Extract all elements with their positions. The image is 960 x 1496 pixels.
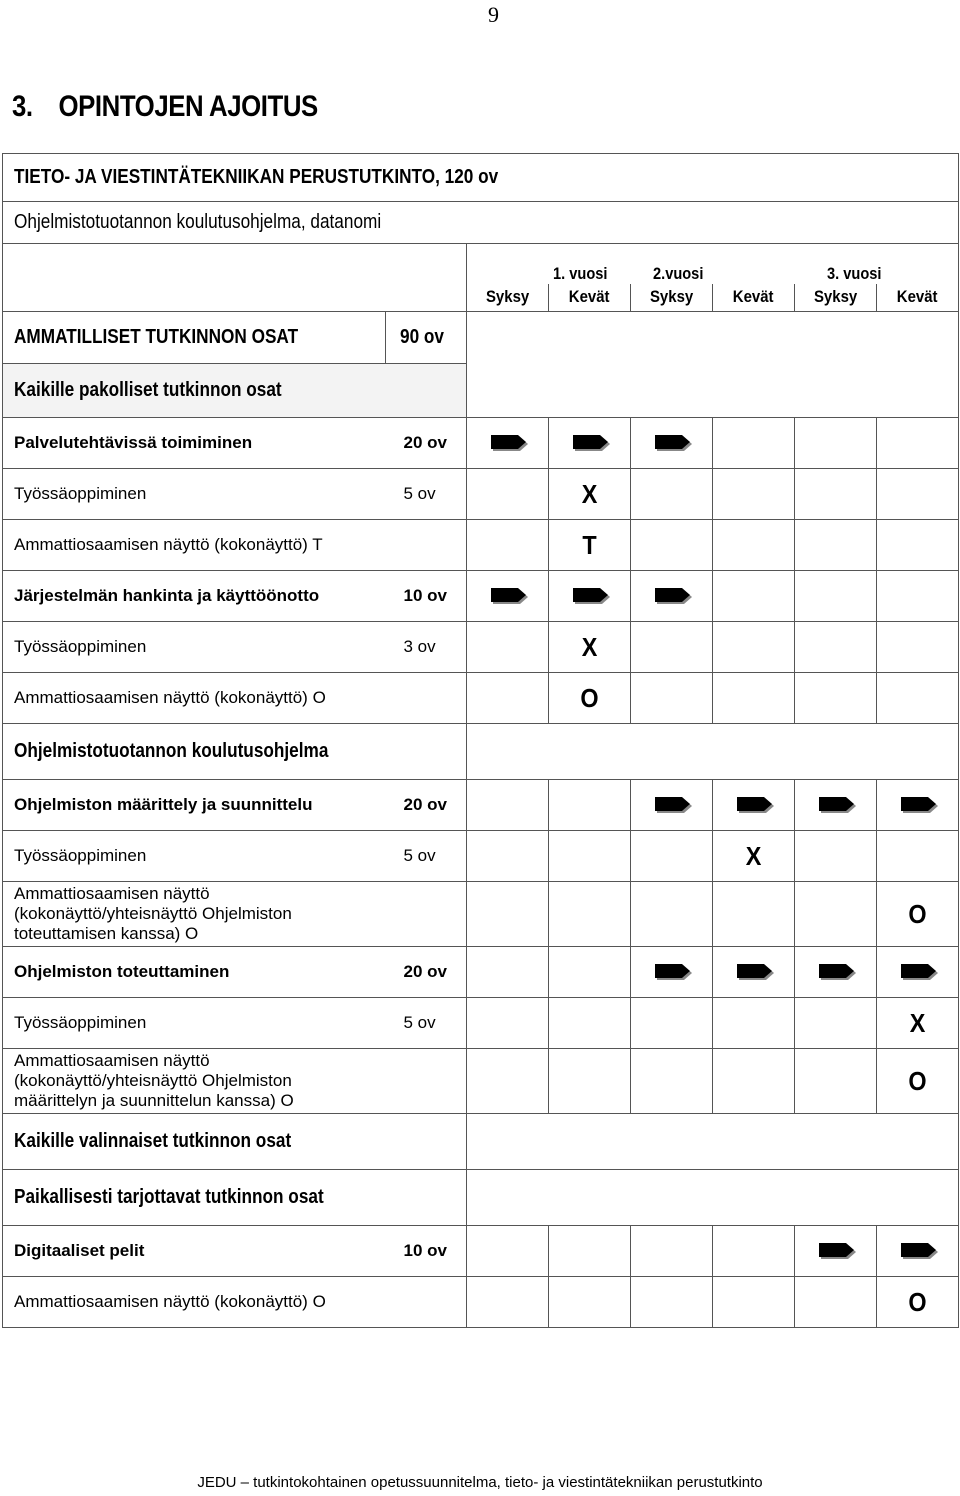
mandatory-section-cell <box>3 364 467 418</box>
schedule-arrow-icon <box>737 796 775 814</box>
schedule-arrow-icon <box>901 796 939 814</box>
semester-cell <box>467 831 549 882</box>
page-number: 9 <box>488 2 499 27</box>
programme-title: Ohjelmistotuotannon koulutusohjelma, datanomi <box>14 211 382 233</box>
semester-4: Kevät <box>713 284 795 312</box>
semester-cell <box>549 1049 631 1114</box>
semester-cell <box>549 1277 631 1328</box>
semester-cell <box>795 520 877 571</box>
vocational-section-label: AMMATILLISET TUTKINNON OSAT <box>14 326 299 348</box>
semester-cell <box>549 947 631 998</box>
row-credits-cell <box>386 882 467 947</box>
row-credits-cell <box>386 1049 467 1114</box>
row-label-cell <box>3 831 386 882</box>
schedule-row <box>3 1049 959 1114</box>
schedule-row <box>3 780 959 831</box>
schedule-row <box>3 1226 959 1277</box>
row-credits-cell <box>386 998 467 1049</box>
semester-cell <box>549 469 631 520</box>
schedule-row <box>3 622 959 673</box>
row-label: Järjestelmän hankinta ja käyttöönotto <box>14 586 320 605</box>
semester-cell <box>549 673 631 724</box>
semester-cell <box>467 1049 549 1114</box>
year-2-cell <box>631 244 795 284</box>
row-label-cell <box>3 1277 386 1328</box>
local-section-row <box>3 1170 959 1226</box>
row-label: Työssäoppiminen <box>14 484 147 503</box>
schedule-row <box>3 571 959 622</box>
semester-cell <box>467 1226 549 1277</box>
schedule-arrow-icon <box>573 587 611 605</box>
semester-cell <box>467 780 549 831</box>
semester-cell <box>713 831 795 882</box>
schedule-mark: O <box>908 898 927 929</box>
schedule-arrow-icon <box>819 796 857 814</box>
semester-cell <box>631 882 713 947</box>
row-label: Ohjelmiston määrittely ja suunnittelu <box>14 795 313 814</box>
row-credits: 5 ov <box>403 846 436 865</box>
semester-cell <box>713 1049 795 1114</box>
row-label-cell <box>3 1226 386 1277</box>
schedule-arrow-icon <box>819 963 857 981</box>
row-label-cell <box>3 947 386 998</box>
semester-cell <box>795 1226 877 1277</box>
semester-cell <box>467 622 549 673</box>
semester-cell <box>795 1277 877 1328</box>
semester-cell <box>877 780 959 831</box>
degree-title-cell <box>3 154 959 202</box>
year-2-label: 2.vuosi <box>652 263 703 283</box>
semester-3: Syksy <box>631 284 713 312</box>
semester-cell <box>467 469 549 520</box>
row-label: Digitaaliset pelit <box>14 1241 145 1260</box>
row-label-cell <box>3 882 386 947</box>
section-heading <box>12 90 318 124</box>
year-1-label: 1. vuosi <box>553 263 608 283</box>
semester-cell <box>631 1226 713 1277</box>
semester-cell <box>795 673 877 724</box>
semester-cell <box>549 882 631 947</box>
row-label-cell <box>3 780 386 831</box>
programme-section-row <box>3 724 959 780</box>
semester-cell <box>877 622 959 673</box>
row-label: Ammattiosaamisen näyttö (kokonäyttö) O <box>14 688 326 707</box>
semester-cell <box>467 882 549 947</box>
year-1-cell <box>467 244 631 284</box>
programme-section-label: Ohjelmistotuotannon koulutusohjelma <box>14 740 329 762</box>
semester-cell <box>631 469 713 520</box>
semester-cell <box>631 673 713 724</box>
row-label: Työssäoppiminen <box>14 1013 147 1032</box>
row-credits-cell <box>386 1226 467 1277</box>
semester-cell <box>713 418 795 469</box>
row-label: Ammattiosaamisen näyttö (kokonäyttö/yhteisnäyttö Ohjelmiston toteuttamisen kanssa) O <box>14 884 292 943</box>
row-credits-cell <box>386 780 467 831</box>
schedule-arrow-icon <box>655 587 693 605</box>
semester-cell <box>631 998 713 1049</box>
optional-section-cell <box>3 1114 467 1170</box>
schedule-row <box>3 831 959 882</box>
row-label-cell <box>3 622 386 673</box>
row-label-cell <box>3 469 386 520</box>
semester-cell <box>467 571 549 622</box>
schedule-arrow-icon <box>491 587 529 605</box>
local-section-blank <box>467 1170 959 1226</box>
year-3-label: 3. vuosi <box>826 263 881 283</box>
row-label: Ohjelmiston toteuttaminen <box>14 962 230 981</box>
semester-cell <box>795 1049 877 1114</box>
row-label-cell <box>3 418 386 469</box>
semester-cell <box>795 469 877 520</box>
row-label: Työssäoppiminen <box>14 846 147 865</box>
schedule-row <box>3 1277 959 1328</box>
semester-cell <box>631 520 713 571</box>
schedule-arrow-icon <box>901 963 939 981</box>
semester-cell <box>795 998 877 1049</box>
row-credits: 5 ov <box>403 484 436 503</box>
semester-2: Kevät <box>549 284 631 312</box>
page-footer: JEDU – tutkintokohtainen opetussuunnitelma, tieto- ja viestintätekniikan perustutkinto <box>197 1474 763 1491</box>
semester-cell <box>467 998 549 1049</box>
semester-cell <box>549 831 631 882</box>
vocational-credits: 90 ov <box>400 326 445 348</box>
semester-cell <box>549 571 631 622</box>
schedule-row <box>3 520 959 571</box>
row-credits-cell <box>386 1277 467 1328</box>
programme-section-cell <box>3 724 467 780</box>
semester-cell <box>713 947 795 998</box>
semester-cell <box>877 1226 959 1277</box>
semester-cell <box>467 418 549 469</box>
optional-section-row <box>3 1114 959 1170</box>
row-credits: 20 ov <box>403 433 447 452</box>
schedule-arrow-icon <box>655 434 693 452</box>
row-label: Palvelutehtävissä toimiminen <box>14 433 253 452</box>
semester-cell <box>877 831 959 882</box>
semester-cell <box>549 998 631 1049</box>
row-credits-cell <box>386 831 467 882</box>
row-credits-cell <box>386 520 467 571</box>
semester-cell <box>713 469 795 520</box>
semester-cell <box>795 882 877 947</box>
programme-title-cell <box>3 202 959 244</box>
schedule-table <box>2 153 959 1328</box>
semester-cell <box>795 622 877 673</box>
semester-cell <box>631 418 713 469</box>
row-label: Ammattiosaamisen näyttö (kokonäyttö) T <box>14 535 323 554</box>
row-credits: 10 ov <box>403 586 447 605</box>
semester-cell <box>795 418 877 469</box>
semester-cell <box>795 780 877 831</box>
schedule-row <box>3 418 959 469</box>
semester-cell <box>713 882 795 947</box>
schedule-row <box>3 469 959 520</box>
semester-cell <box>877 673 959 724</box>
row-label-cell <box>3 673 386 724</box>
row-credits-cell <box>386 622 467 673</box>
semester-cell <box>795 947 877 998</box>
semester-6: Kevät <box>877 284 959 312</box>
semester-cell <box>549 780 631 831</box>
semester-cell <box>713 673 795 724</box>
schedule-arrow-icon <box>819 1242 857 1260</box>
heading-number: 3. <box>12 90 33 123</box>
semester-cell <box>631 780 713 831</box>
semester-cell <box>877 418 959 469</box>
row-credits: 10 ov <box>403 1241 447 1260</box>
schedule-mark: T <box>582 529 597 560</box>
semester-cell <box>877 947 959 998</box>
schedule-mark: X <box>745 840 762 871</box>
schedule-arrow-icon <box>655 796 693 814</box>
semester-cell <box>467 947 549 998</box>
degree-title: TIETO- JA VIESTINTÄTEKNIIKAN PERUSTUTKINTO, 120 ov <box>14 166 499 188</box>
schedule-mark: O <box>908 1286 927 1317</box>
row-credits: 20 ov <box>403 962 447 981</box>
local-section-label: Paikallisesti tarjottavat tutkinnon osat <box>14 1186 324 1208</box>
heading-title: OPINTOJEN AJOITUS <box>58 90 318 123</box>
row-credits: 5 ov <box>403 1013 436 1032</box>
semester-cell <box>795 571 877 622</box>
optional-section-label: Kaikille valinnaiset tutkinnon osat <box>14 1130 292 1152</box>
semester-cell <box>549 418 631 469</box>
schedule-arrow-icon <box>737 963 775 981</box>
semester-cell <box>549 520 631 571</box>
semester-cell <box>877 520 959 571</box>
row-label-cell <box>3 998 386 1049</box>
schedule-mark: X <box>909 1007 926 1038</box>
semester-cell <box>877 469 959 520</box>
semester-cell <box>631 1049 713 1114</box>
semester-cell <box>713 1226 795 1277</box>
semester-cell <box>713 571 795 622</box>
year-3-cell <box>795 244 959 284</box>
semester-cell <box>877 571 959 622</box>
schedule-arrow-icon <box>573 434 611 452</box>
local-section-cell <box>3 1170 467 1226</box>
semester-cell <box>877 1277 959 1328</box>
semester-cell <box>631 947 713 998</box>
schedule-row <box>3 947 959 998</box>
semester-cell <box>713 520 795 571</box>
row-label: Ammattiosaamisen näyttö (kokonäyttö/yhteisnäyttö Ohjelmiston määrittelyn ja suunnittelun kanssa) O <box>14 1051 294 1110</box>
semester-cell <box>549 622 631 673</box>
semester-cell <box>713 1277 795 1328</box>
row-credits-cell <box>386 418 467 469</box>
row-credits-cell <box>386 673 467 724</box>
schedule-row <box>3 882 959 947</box>
semester-cell <box>877 998 959 1049</box>
row-credits-cell <box>386 469 467 520</box>
semester-cell <box>795 831 877 882</box>
semester-cell <box>631 1277 713 1328</box>
row-credits: 20 ov <box>403 795 447 814</box>
semester-cell <box>631 831 713 882</box>
row-label-cell <box>3 571 386 622</box>
semester-cell <box>713 622 795 673</box>
row-label-cell <box>3 520 386 571</box>
schedule-arrow-icon <box>491 434 529 452</box>
semester-1: Syksy <box>467 284 549 312</box>
mandatory-section-label: Kaikille pakolliset tutkinnon osat <box>14 379 282 401</box>
schedule-mark: X <box>581 631 598 662</box>
row-credits: 3 ov <box>403 637 436 656</box>
semester-cell <box>877 1049 959 1114</box>
semester-cell <box>713 998 795 1049</box>
semester-5: Syksy <box>795 284 877 312</box>
row-label-cell <box>3 1049 386 1114</box>
row-credits-cell <box>386 947 467 998</box>
schedule-mark: O <box>580 682 599 713</box>
vocational-credits-cell <box>386 312 467 364</box>
schedule-arrow-icon <box>655 963 693 981</box>
semester-cell <box>467 1277 549 1328</box>
schedule-mark: O <box>908 1065 927 1096</box>
blank-schedule-cell <box>467 312 959 418</box>
semester-cell <box>631 622 713 673</box>
schedule-mark: X <box>581 478 598 509</box>
blank-header-cell <box>3 244 467 312</box>
row-credits-cell <box>386 571 467 622</box>
schedule-row <box>3 998 959 1049</box>
row-label: Työssäoppiminen <box>14 637 147 656</box>
schedule-arrow-icon <box>901 1242 939 1260</box>
row-label: Ammattiosaamisen näyttö (kokonäyttö) O <box>14 1292 326 1311</box>
optional-section-blank <box>467 1114 959 1170</box>
programme-section-blank <box>467 724 959 780</box>
semester-cell <box>631 571 713 622</box>
semester-cell <box>467 673 549 724</box>
vocational-section-cell <box>3 312 386 364</box>
schedule-row <box>3 673 959 724</box>
semester-cell <box>877 882 959 947</box>
semester-cell <box>467 520 549 571</box>
semester-cell <box>713 780 795 831</box>
semester-cell <box>549 1226 631 1277</box>
